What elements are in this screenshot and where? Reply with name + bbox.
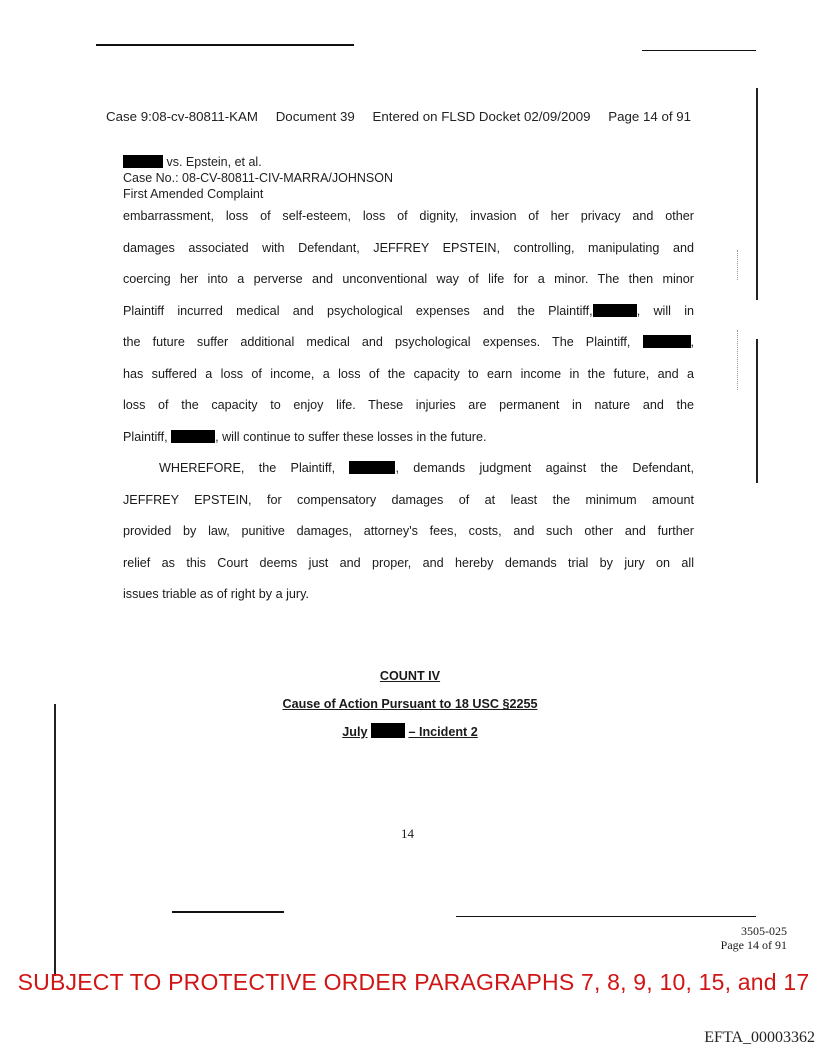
margin-dots-1 xyxy=(737,250,738,280)
incident-month: July xyxy=(342,725,368,739)
incident-label: – Incident 2 xyxy=(408,725,478,739)
document-header xyxy=(106,109,691,124)
top-rule-left xyxy=(96,44,354,46)
body-line: embarrassment, loss of self-esteem, loss of dignity, invasion of her privacy and other xyxy=(123,209,694,223)
body-line: loss of the capacity to enjoy life. These injuries are permanent in nature and the xyxy=(123,398,694,412)
docket-entry: Entered on FLSD Docket 02/09/2009 xyxy=(372,109,591,124)
body-text-fragment: , will in xyxy=(636,303,694,318)
body-text-fragment: WHEREFORE, the Plaintiff, xyxy=(159,461,336,475)
bottom-rule-right xyxy=(456,916,756,917)
count-cause-text: Cause of Action Pursuant to 18 USC §2255 xyxy=(282,697,538,711)
stamp-id: 3505-025 xyxy=(741,924,787,938)
body-line: provided by law, punitive damages, attorney's fees, costs, and such other and further xyxy=(123,524,694,538)
redaction-box xyxy=(593,304,637,317)
count-incident xyxy=(0,723,820,739)
body-text-fragment: , demands judgment against the Defendant, xyxy=(395,461,695,475)
case-caption xyxy=(123,154,393,202)
redaction-box xyxy=(643,335,691,348)
document-number: Document 39 xyxy=(275,109,355,124)
caption-versus-line xyxy=(123,154,393,170)
complaint-body xyxy=(123,201,694,611)
body-text-fragment: Plaintiff incurred medical and psychological expenses and the Plaintiff, xyxy=(123,303,593,318)
top-rule-right xyxy=(642,50,756,51)
margin-dots-2 xyxy=(737,330,738,390)
redaction-box xyxy=(171,430,215,443)
body-line: relief as this Court deems just and proper, and hereby demands trial by jury on all xyxy=(123,555,694,570)
body-text-fragment: , xyxy=(690,335,695,349)
count-cause xyxy=(0,697,820,711)
bottom-rule-left xyxy=(172,911,284,913)
redaction-box xyxy=(349,461,395,474)
body-line: has suffered a loss of income, a loss of the capacity to earn income in the future, and a xyxy=(123,366,694,381)
body-line xyxy=(123,422,694,454)
body-line: issues triable as of right by a jury. xyxy=(123,587,309,601)
body-text-fragment: , will continue to suffer these losses in the future. xyxy=(215,429,487,444)
body-line xyxy=(123,453,694,485)
body-line: damages associated with Defendant, JEFFREY EPSTEIN, controlling, manipulating and xyxy=(123,240,694,255)
margin-rule-right-upper xyxy=(756,88,758,300)
stamp-page: Page 14 of 91 xyxy=(720,938,787,952)
caption-versus: vs. Epstein, et al. xyxy=(166,155,262,169)
page-stamp xyxy=(721,924,787,952)
count-title xyxy=(0,669,820,683)
body-text-fragment: the future suffer additional medical and psychological expenses. The Plaintiff, xyxy=(123,335,631,349)
caption-case-no: Case No.: 08-CV-80811-CIV-MARRA/JOHNSON xyxy=(123,171,393,185)
body-line: JEFFREY EPSTEIN, for compensatory damages of at least the minimum amount xyxy=(123,492,694,507)
redaction-box xyxy=(371,723,405,738)
body-line xyxy=(123,296,694,328)
body-text-fragment: Plaintiff, xyxy=(123,429,168,444)
count-title-text: COUNT IV xyxy=(379,669,441,683)
case-number: Case 9:08-cv-80811-KAM xyxy=(106,109,258,124)
protective-order-notice: SUBJECT TO PROTECTIVE ORDER PARAGRAPHS 7, 8, 9, 10, 15, and 17 xyxy=(17,969,810,995)
bates-number: EFTA_00003362 xyxy=(704,1029,815,1046)
redaction-box xyxy=(123,155,163,168)
caption-doc-title: First Amended Complaint xyxy=(123,187,264,201)
body-line xyxy=(123,327,694,359)
header-page: Page 14 of 91 xyxy=(608,109,692,124)
body-line: coercing her into a perverse and unconventional way of life for a minor. The then minor xyxy=(123,272,694,286)
page-number: 14 xyxy=(401,826,414,841)
margin-rule-right-lower xyxy=(756,339,758,483)
